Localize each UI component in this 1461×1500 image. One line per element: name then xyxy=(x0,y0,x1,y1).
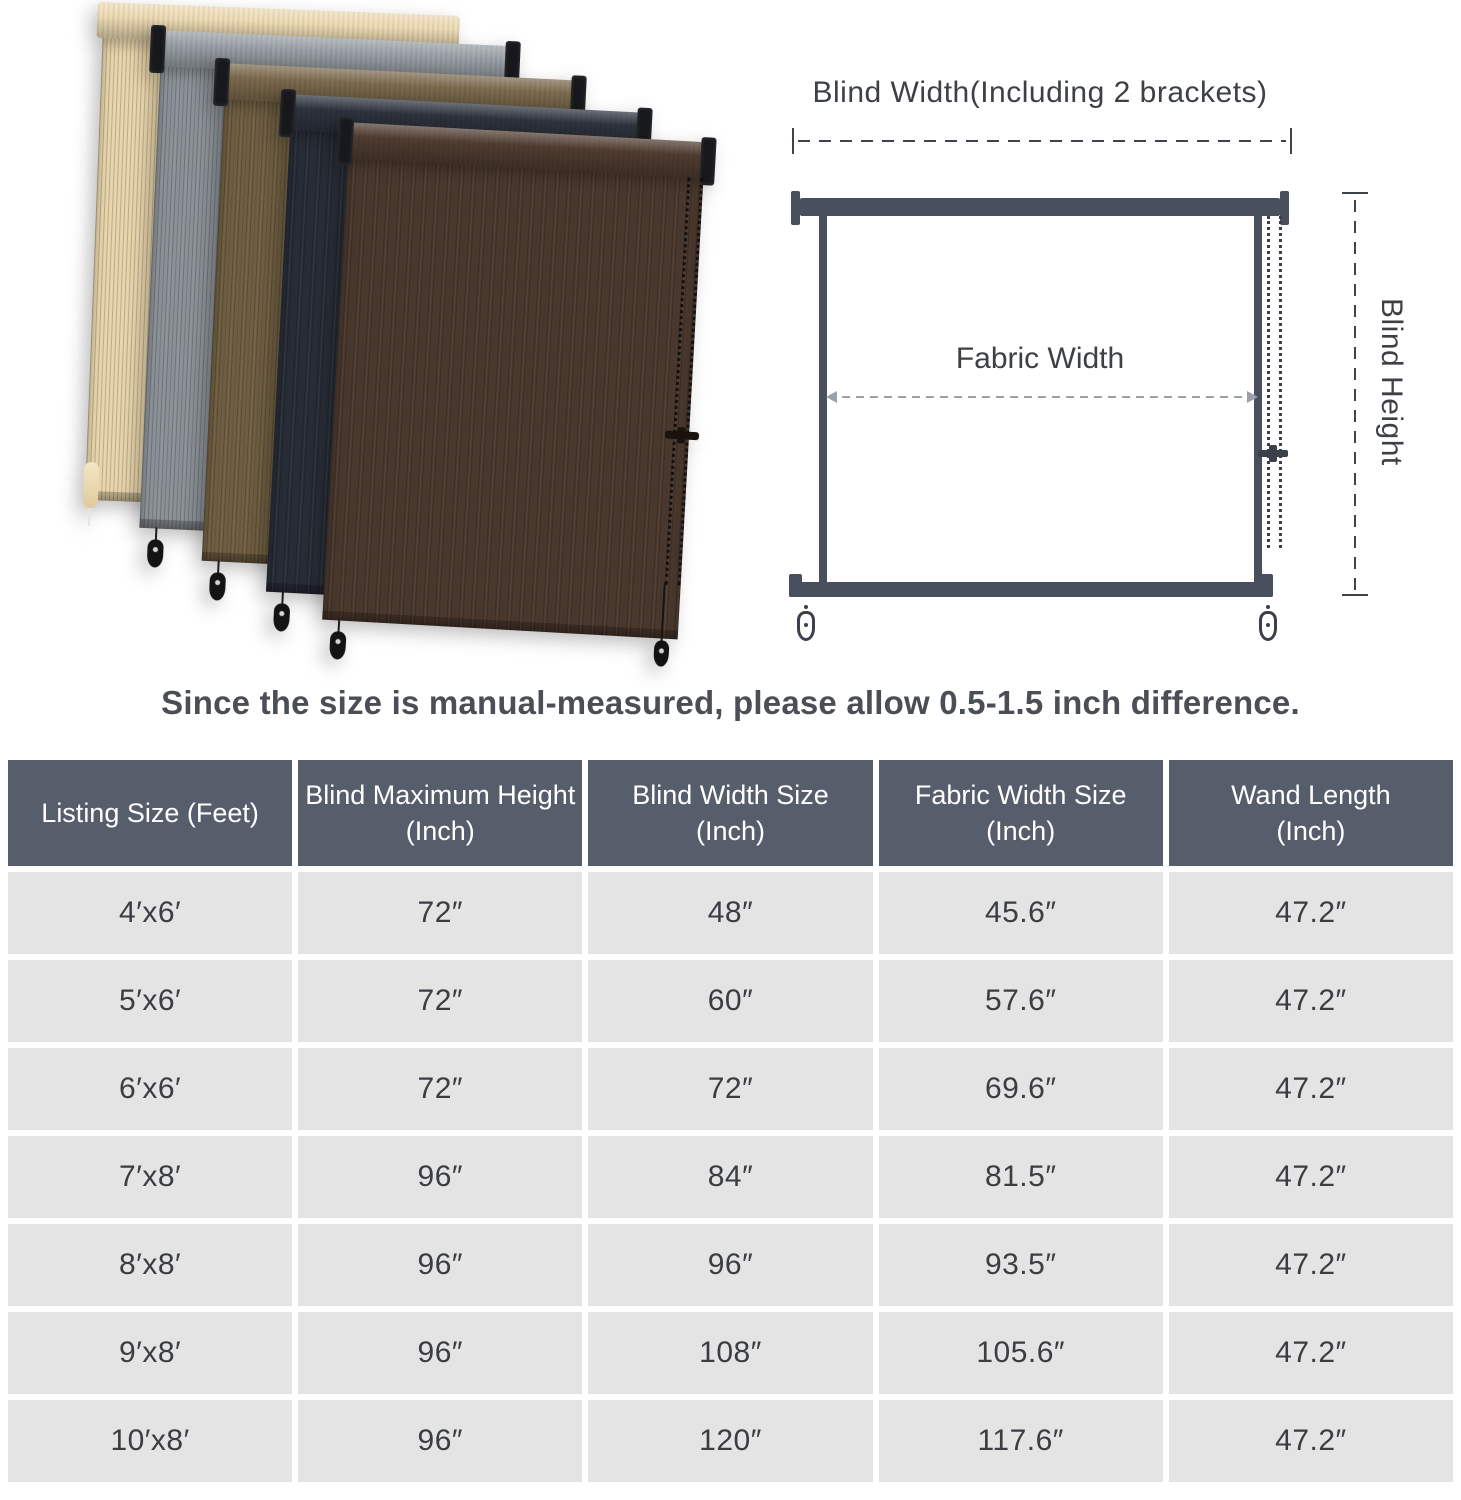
table-cell: 120″ xyxy=(588,1400,872,1482)
header-line: (Inch) xyxy=(1276,816,1346,846)
size-notice: Since the size is manual-measured, please allow 0.5-1.5 inch difference. xyxy=(161,684,1300,721)
table-cell: 117.6″ xyxy=(879,1400,1163,1482)
frame-bracket-icon xyxy=(791,191,800,225)
mount-bracket-icon xyxy=(149,25,166,74)
table-cell: 96″ xyxy=(298,1400,582,1482)
table-cell: 45.6″ xyxy=(879,872,1163,954)
table-cell: 47.2″ xyxy=(1169,1048,1453,1130)
table-header-cell xyxy=(879,760,1163,866)
product-photo xyxy=(0,0,760,700)
table-cell: 69.6″ xyxy=(879,1048,1163,1130)
fabric-width-arrow xyxy=(828,396,1256,398)
table-cell: 96″ xyxy=(588,1224,872,1306)
pull-chain-icon xyxy=(1267,216,1282,548)
header-line: (Inch) xyxy=(405,816,475,846)
mount-bracket-icon xyxy=(279,89,296,138)
header-line: Blind Width Size xyxy=(632,779,829,810)
table-cell: 4′x6′ xyxy=(8,872,292,954)
table-cell: 84″ xyxy=(588,1136,872,1218)
table-cell: 81.5″ xyxy=(879,1136,1163,1218)
wand-clip-icon xyxy=(795,603,817,647)
roller-blind-coffee xyxy=(316,122,711,643)
table-cell: 10′x8′ xyxy=(8,1400,292,1482)
table-cell: 57.6″ xyxy=(879,960,1163,1042)
table-cell: 47.2″ xyxy=(1169,1400,1453,1482)
table-cell: 47.2″ xyxy=(1169,1224,1453,1306)
table-cell: 9′x8′ xyxy=(8,1312,292,1394)
table-cell: 5′x6′ xyxy=(8,960,292,1042)
table-cell: 48″ xyxy=(588,872,872,954)
wand-clip-icon xyxy=(1257,603,1279,647)
header-line: (Inch) xyxy=(986,816,1056,846)
blind-fabric xyxy=(322,155,703,639)
table-cell: 96″ xyxy=(298,1312,582,1394)
wand-clip-icon xyxy=(146,527,166,570)
mount-bracket-icon xyxy=(337,117,355,166)
header-line: Fabric Width Size xyxy=(914,779,1127,810)
dimension-diagram xyxy=(770,70,1450,690)
table-cell: 108″ xyxy=(588,1312,872,1394)
header-line: (Inch) xyxy=(695,816,765,846)
chain-cleat-icon xyxy=(1258,450,1288,457)
blind-width-label: Blind Width(Including 2 brackets) xyxy=(812,76,1268,109)
table-cell: 72″ xyxy=(298,960,582,1042)
blind-width-dimension-line xyxy=(792,128,1292,154)
frame-bottom-bar xyxy=(789,582,1273,597)
header-line: Listing Size (Feet) xyxy=(41,797,259,828)
blind-bottom-rod xyxy=(83,462,100,509)
header-line: Wand Length xyxy=(1231,779,1391,810)
size-table xyxy=(8,760,1453,1482)
wand-clip-icon xyxy=(328,619,348,662)
frame-bottom-cap xyxy=(789,574,802,597)
table-cell: 8′x8′ xyxy=(8,1224,292,1306)
table-header-cell xyxy=(1169,760,1453,866)
header-line: Blind Maximum Height xyxy=(305,779,576,810)
table-header-cell xyxy=(8,760,292,866)
fabric-width-label: Fabric Width xyxy=(955,342,1125,375)
table-cell: 6′x6′ xyxy=(8,1048,292,1130)
table-cell: 47.2″ xyxy=(1169,1312,1453,1394)
table-cell: 7′x8′ xyxy=(8,1136,292,1218)
table-header-cell xyxy=(588,760,872,866)
table-cell: 93.5″ xyxy=(879,1224,1163,1306)
table-cell: 72″ xyxy=(298,872,582,954)
table-cell: 72″ xyxy=(298,1048,582,1130)
table-header-cell xyxy=(298,760,582,866)
table-cell: 47.2″ xyxy=(1169,872,1453,954)
table-cell: 105.6″ xyxy=(879,1312,1163,1394)
frame-roller-bar xyxy=(800,198,1280,216)
table-cell: 96″ xyxy=(298,1136,582,1218)
frame-bottom-cap xyxy=(1260,574,1273,597)
table-cell: 47.2″ xyxy=(1169,960,1453,1042)
table-cell: 72″ xyxy=(588,1048,872,1130)
wand-clip-icon xyxy=(272,591,292,634)
blind-height-label: Blind Height xyxy=(1375,298,1408,466)
wand-clip-icon xyxy=(208,560,228,603)
blind-height-dimension-line xyxy=(1342,192,1368,596)
table-cell: 60″ xyxy=(588,960,872,1042)
table-cell: 96″ xyxy=(298,1224,582,1306)
mount-bracket-icon xyxy=(213,58,230,107)
chain-connector-icon xyxy=(653,640,669,667)
table-cell: 47.2″ xyxy=(1169,1136,1453,1218)
